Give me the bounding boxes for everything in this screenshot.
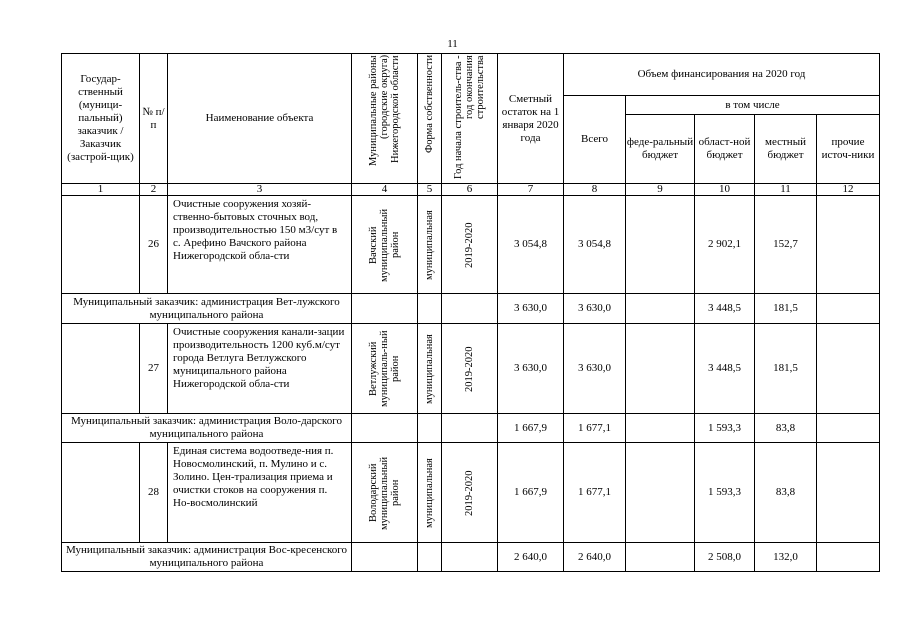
ownership-cell bbox=[418, 443, 442, 543]
header-object-name: Наименование объекта bbox=[168, 54, 352, 184]
table-row bbox=[62, 443, 880, 543]
years-cell bbox=[442, 443, 498, 543]
financing-table bbox=[61, 53, 880, 572]
local-value: 83,8 bbox=[755, 414, 817, 443]
column-index: 7 bbox=[498, 184, 564, 196]
balance-value: 3 630,0 bbox=[498, 294, 564, 324]
regional-value: 1 593,3 bbox=[695, 443, 755, 543]
table-row bbox=[62, 196, 880, 294]
header-years bbox=[442, 54, 498, 184]
header-number: № п/п bbox=[140, 54, 168, 184]
column-index: 12 bbox=[817, 184, 880, 196]
column-index: 4 bbox=[352, 184, 418, 196]
municipality-cell bbox=[352, 443, 418, 543]
customer-cell bbox=[62, 324, 140, 414]
column-index: 11 bbox=[755, 184, 817, 196]
other-value bbox=[817, 196, 880, 294]
total-value: 2 640,0 bbox=[564, 543, 626, 572]
local-value: 181,5 bbox=[755, 324, 817, 414]
customer-label: Муниципальный заказчик: администрация Вет-лужского муниципального района bbox=[62, 294, 352, 324]
regional-value: 3 448,5 bbox=[695, 294, 755, 324]
header-financing: Объем финансирования на 2020 год bbox=[564, 54, 880, 96]
regional-value: 2 508,0 bbox=[695, 543, 755, 572]
years-cell bbox=[442, 196, 498, 294]
object-name: Очистные сооружения канали-зации производительность 1200 куб.м/сут города Ветлуга Ветлужского муниципального района Нижегородской обла-сти bbox=[168, 324, 352, 414]
regional-value: 2 902,1 bbox=[695, 196, 755, 294]
header-ownership-text: Форма собственности bbox=[424, 54, 435, 153]
municipality-text: Володарский муниципальный район bbox=[368, 455, 401, 530]
object-name: Очистные сооружения хозяй-ственно-бытовых сточных вод, производительностью 150 м3/сут в с. Арефино Вачского района Нижегородской обла-сти bbox=[168, 196, 352, 294]
header-customer: Государ-ственный (муници-пальный) заказчик /Заказчик (застрой-щик) bbox=[62, 54, 140, 184]
customer-row bbox=[62, 414, 880, 443]
municipality-text: Ветлужский муниципаль-ный район bbox=[368, 330, 401, 407]
header-total: Всего bbox=[564, 96, 626, 184]
total-value: 1 677,1 bbox=[564, 414, 626, 443]
municipality-cell bbox=[352, 196, 418, 294]
header-regional: област-ной бюджет bbox=[695, 115, 755, 184]
column-index: 10 bbox=[695, 184, 755, 196]
years-text: 2019-2020 bbox=[464, 345, 475, 392]
municipality-cell bbox=[352, 324, 418, 414]
column-index: 2 bbox=[140, 184, 168, 196]
customer-row bbox=[62, 543, 880, 572]
local-value: 83,8 bbox=[755, 443, 817, 543]
header-years-text: Год начала строитель-ства - год окончания строительства bbox=[453, 54, 486, 179]
total-value: 3 630,0 bbox=[564, 294, 626, 324]
header-ownership bbox=[418, 54, 442, 184]
customer-label: Муниципальный заказчик: администрация Воло-дарского муниципального района bbox=[62, 414, 352, 443]
federal-value bbox=[626, 196, 695, 294]
balance-value: 1 667,9 bbox=[498, 443, 564, 543]
total-value: 3 054,8 bbox=[564, 196, 626, 294]
ownership-text: муниципальная bbox=[424, 333, 435, 404]
balance-value: 3 630,0 bbox=[498, 324, 564, 414]
regional-value: 3 448,5 bbox=[695, 324, 755, 414]
header-federal: феде-ральный бюджет bbox=[626, 115, 695, 184]
years-cell bbox=[442, 324, 498, 414]
row-number: 28 bbox=[140, 443, 168, 543]
ownership-cell bbox=[418, 196, 442, 294]
column-index: 5 bbox=[418, 184, 442, 196]
column-index-row bbox=[62, 184, 880, 196]
header-local: местный бюджет bbox=[755, 115, 817, 184]
local-value: 152,7 bbox=[755, 196, 817, 294]
regional-value: 1 593,3 bbox=[695, 414, 755, 443]
municipality-text: Вачский муниципальный район bbox=[368, 207, 401, 282]
header-other: прочие источ-ники bbox=[817, 115, 880, 184]
customer-cell bbox=[62, 196, 140, 294]
object-name: Единая система водоотведе-ния п. Новосмолинский, п. Мулино и с. Золино. Цен-трализация приема и очистки стоков на сооружения п. Но-восмолинский bbox=[168, 443, 352, 543]
local-value: 132,0 bbox=[755, 543, 817, 572]
column-index: 8 bbox=[564, 184, 626, 196]
other-value bbox=[817, 443, 880, 543]
row-number: 27 bbox=[140, 324, 168, 414]
header-balance: Сметный остаток на 1 января 2020 года bbox=[498, 54, 564, 184]
column-index: 3 bbox=[168, 184, 352, 196]
federal-value bbox=[626, 443, 695, 543]
total-value: 1 677,1 bbox=[564, 443, 626, 543]
header-including: в том числе bbox=[626, 96, 880, 115]
balance-value: 1 667,9 bbox=[498, 414, 564, 443]
balance-value: 2 640,0 bbox=[498, 543, 564, 572]
ownership-text: муниципальная bbox=[424, 457, 435, 528]
other-value bbox=[817, 324, 880, 414]
years-text: 2019-2020 bbox=[464, 221, 475, 268]
customer-cell bbox=[62, 443, 140, 543]
column-index: 9 bbox=[626, 184, 695, 196]
row-number: 26 bbox=[140, 196, 168, 294]
header-municipality bbox=[352, 54, 418, 184]
customer-row bbox=[62, 294, 880, 324]
local-value: 181,5 bbox=[755, 294, 817, 324]
years-text: 2019-2020 bbox=[464, 469, 475, 516]
total-value: 3 630,0 bbox=[564, 324, 626, 414]
ownership-cell bbox=[418, 324, 442, 414]
table-row bbox=[62, 324, 880, 414]
ownership-text: муниципальная bbox=[424, 209, 435, 280]
customer-label: Муниципальный заказчик: администрация Вос-кресенского муниципального района bbox=[62, 543, 352, 572]
column-index: 1 bbox=[62, 184, 140, 196]
header-municipality-text: Муниципальные районы (городские округа) Нижегородской области bbox=[368, 54, 401, 166]
page-number: 11 bbox=[447, 38, 458, 50]
column-index: 6 bbox=[442, 184, 498, 196]
balance-value: 3 054,8 bbox=[498, 196, 564, 294]
federal-value bbox=[626, 324, 695, 414]
